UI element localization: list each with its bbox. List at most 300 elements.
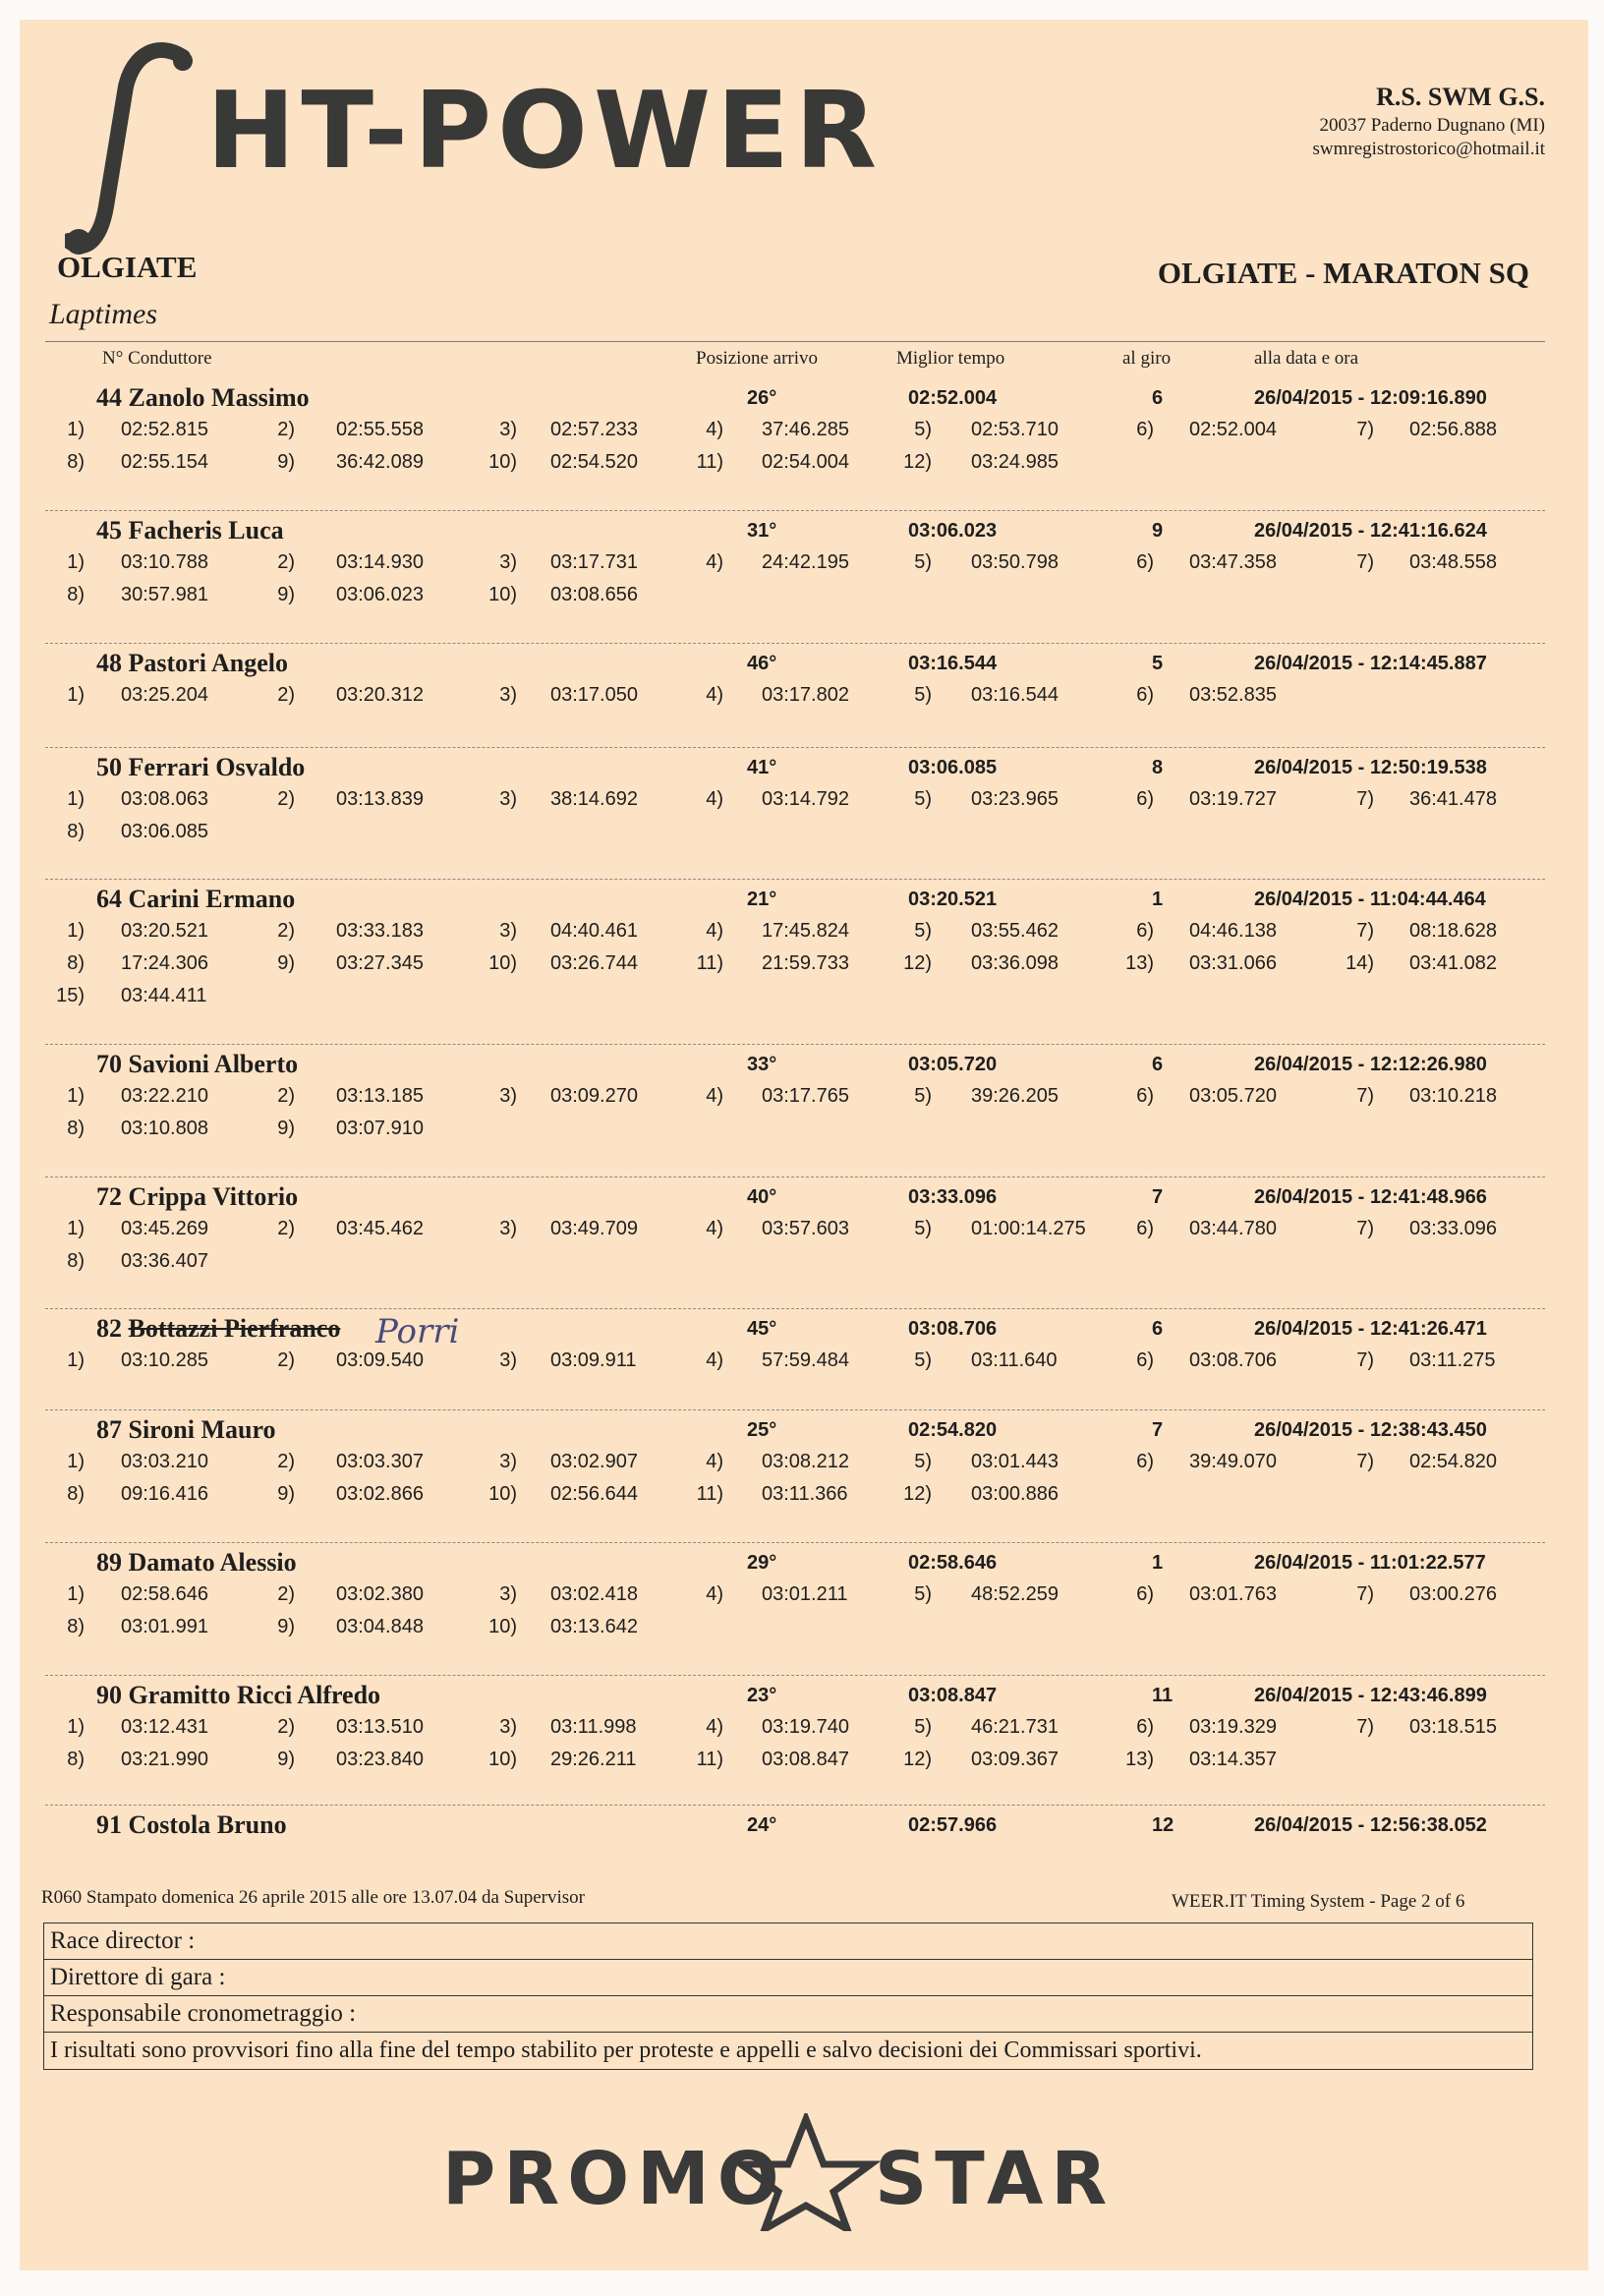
lap-number: 3) [499,1451,517,1472]
lap-time: 03:17.731 [550,551,638,573]
lap-number: 3) [499,684,517,706]
lap-time: 03:52.835 [1189,684,1277,706]
lap-number: 7) [1356,551,1374,573]
driver-name: Gramitto Ricci Alfredo [128,1681,381,1709]
lap-number: 5) [914,1716,932,1738]
lap-number: 9) [277,1616,295,1637]
lap-time: 03:13.839 [336,788,424,810]
best-lap-datetime: 26/04/2015 - 11:04:44.464 [1254,889,1486,910]
lap-time: 03:09.367 [971,1749,1059,1770]
timing-info: WEER.IT Timing System - Page 2 of 6 [1172,1891,1465,1912]
driver-entry [20,885,1588,1012]
lap-number: 8) [67,1118,85,1139]
lap-number: 7) [1356,1349,1374,1371]
laptimes-sheet [20,20,1588,2270]
lap-time: 03:13.510 [336,1716,424,1738]
lap-number: 3) [499,1218,517,1239]
lap-number: 6) [1136,1716,1154,1738]
lap-number: 2) [277,419,295,440]
driver-number: 87 [96,1415,122,1444]
lap-number: 9) [277,451,295,473]
star-word: STAR [875,2137,1116,2221]
lap-time: 03:20.521 [121,920,208,942]
lap-number: 7) [1356,419,1374,440]
lap-number: 11) [696,1483,723,1505]
lap-time: 03:23.965 [971,788,1059,810]
lap-number: 1) [67,920,85,942]
lap-time: 38:14.692 [550,788,638,810]
lap-number: 9) [277,584,295,605]
lap-number: 6) [1136,788,1154,810]
lap-number: 4) [706,1218,723,1239]
driver-name: Damato Alessio [128,1548,297,1577]
entry-separator [45,1542,1545,1543]
event-title: OLGIATE - MARATON SQ [1157,256,1529,290]
driver-header [96,1548,297,1578]
driver-number: 91 [96,1810,122,1839]
lap-number: 8) [67,952,85,974]
lap-number: 12) [903,1483,932,1505]
lap-number: 2) [277,1349,295,1371]
lap-time: 02:57.233 [550,419,638,440]
lap-time: 02:54.520 [550,451,638,473]
lap-number: 4) [706,1451,723,1472]
best-lap-time: 03:20.521 [908,889,998,910]
lap-number: 8) [67,1250,85,1272]
lap-number: 2) [277,684,295,706]
driver-header [96,1182,298,1212]
entry-separator [45,879,1545,880]
col-best: Miglior tempo [896,348,1005,369]
lap-time: 03:11.366 [762,1483,848,1505]
driver-header [96,1810,287,1840]
lap-time: 03:19.727 [1189,788,1277,810]
lap-time: 03:45.269 [121,1218,208,1239]
driver-name: Savioni Alberto [128,1050,299,1078]
driver-number: 90 [96,1681,122,1709]
best-lap-datetime: 26/04/2015 - 11:01:22.577 [1254,1552,1486,1574]
lap-number: 4) [706,1085,723,1107]
lap-time: 03:44.411 [121,985,207,1006]
col-driver: N° Conduttore [102,348,212,369]
lap-time: 24:42.195 [762,551,849,573]
lap-number: 1) [67,788,85,810]
lap-time: 03:19.740 [762,1716,849,1738]
best-lap-time: 02:58.646 [908,1552,998,1574]
lap-time: 03:08.656 [550,584,638,605]
lap-number: 11) [696,1749,723,1770]
finish-position: 31° [747,520,777,542]
lap-number: 4) [706,419,723,440]
lap-time: 03:01.211 [762,1583,848,1605]
lap-number: 4) [706,788,723,810]
lap-number: 1) [67,1583,85,1605]
driver-header [96,753,305,782]
lap-time: 03:01.991 [121,1616,208,1637]
print-info: R060 Stampato domenica 26 aprile 2015 alle ore 13.07.04 da Supervisor [41,1887,585,1908]
lap-number: 11) [696,952,723,974]
lap-time: 03:01.763 [1189,1583,1277,1605]
race-director-row: Race director : [44,1923,1532,1960]
lap-time: 39:49.070 [1189,1451,1277,1472]
finish-position: 45° [747,1318,777,1340]
lap-time: 03:57.603 [762,1218,849,1239]
best-lap-number: 7 [1152,1186,1164,1208]
lap-number: 9) [277,952,295,974]
best-lap-number: 1 [1152,889,1164,910]
organizer-address: 20037 Paderno Dugnano (MI) [1319,114,1545,136]
best-lap-datetime: 26/04/2015 - 12:41:26.471 [1254,1318,1487,1340]
driver-header [96,649,288,678]
driver-entry [20,1050,1588,1177]
lap-time: 03:50.798 [971,551,1059,573]
lap-time: 03:08.212 [762,1451,849,1472]
lap-number: 6) [1136,1451,1154,1472]
lap-number: 3) [499,419,517,440]
lap-time: 08:18.628 [1409,920,1497,942]
driver-header [96,1050,298,1079]
lap-time: 03:08.847 [762,1749,849,1770]
best-lap-time: 03:08.847 [908,1685,998,1706]
lap-number: 5) [914,1085,932,1107]
lap-number: 10) [488,1483,517,1505]
driver-header [96,383,310,413]
lap-number: 5) [914,684,932,706]
signature-box [43,1923,1533,2070]
lap-time: 37:46.285 [762,419,849,440]
lap-time: 02:52.815 [121,419,208,440]
lap-number: 2) [277,788,295,810]
lap-number: 12) [903,952,932,974]
handwritten-annotation: Porri [375,1312,460,1351]
driver-number: 44 [96,383,122,412]
lap-number: 7) [1356,1583,1374,1605]
best-lap-datetime: 26/04/2015 - 12:41:16.624 [1254,520,1487,542]
lap-number: 6) [1136,1349,1154,1371]
driver-number: 50 [96,753,122,781]
lap-number: 2) [277,1085,295,1107]
lap-number: 1) [67,1349,85,1371]
lap-number: 12) [903,451,932,473]
lap-time: 03:03.210 [121,1451,208,1472]
driver-name: Carini Ermano [128,885,296,913]
lap-time: 03:20.312 [336,684,424,706]
lap-time: 03:33.096 [1409,1218,1497,1239]
driver-number: 64 [96,885,122,913]
driver-number: 70 [96,1050,122,1078]
entry-separator [45,1044,1545,1045]
finish-position: 21° [747,889,777,910]
lap-number: 4) [706,684,723,706]
driver-name: Pastori Angelo [128,649,288,677]
lap-number: 6) [1136,1218,1154,1239]
best-lap-number: 6 [1152,1054,1164,1075]
lap-time: 03:06.085 [121,821,208,842]
best-lap-number: 11 [1152,1685,1174,1706]
lap-time: 02:54.820 [1409,1451,1497,1472]
lap-number: 4) [706,1716,723,1738]
lap-number: 1) [67,1451,85,1472]
driver-name: Crippa Vittorio [128,1182,299,1211]
lap-number: 5) [914,1218,932,1239]
lap-time: 03:55.462 [971,920,1059,942]
finish-position: 24° [747,1814,777,1836]
lap-number: 3) [499,1716,517,1738]
lap-number: 1) [67,684,85,706]
driver-number: 82 [96,1314,122,1343]
timekeeper-row: Responsabile cronometraggio : [44,1996,1532,2033]
lap-time: 03:26.744 [550,952,638,974]
best-lap-datetime: 26/04/2015 - 12:56:38.052 [1254,1814,1487,1836]
lap-number: 7) [1356,788,1374,810]
page-subtitle: Laptimes [49,298,158,330]
lap-number: 9) [277,1483,295,1505]
finish-position: 26° [747,387,777,409]
lap-time: 57:59.484 [762,1349,849,1371]
lap-number: 13) [1125,952,1154,974]
event-location: OLGIATE [57,250,198,284]
lap-number: 6) [1136,419,1154,440]
lap-time: 03:45.462 [336,1218,424,1239]
lap-time: 03:17.050 [550,684,638,706]
lap-time: 02:53.710 [971,419,1059,440]
lap-time: 03:13.642 [550,1616,638,1637]
lap-time: 03:41.082 [1409,952,1497,974]
lap-number: 1) [67,1218,85,1239]
lap-number: 7) [1356,1085,1374,1107]
lap-number: 3) [499,1349,517,1371]
lap-time: 03:01.443 [971,1451,1059,1472]
driver-name: Ferrari Osvaldo [128,753,306,781]
best-lap-number: 6 [1152,1318,1164,1340]
lap-number: 1) [67,551,85,573]
lap-time: 03:18.515 [1409,1716,1497,1738]
lap-number: 10) [488,952,517,974]
lap-number: 5) [914,1451,932,1472]
lap-time: 03:22.210 [121,1085,208,1107]
driver-name: Costola Bruno [128,1810,287,1839]
header-rule [45,341,1545,342]
best-lap-time: 02:54.820 [908,1419,998,1441]
lap-time: 03:23.840 [336,1749,424,1770]
finish-position: 25° [747,1419,777,1441]
lap-number: 5) [914,419,932,440]
lap-number: 6) [1136,551,1154,573]
finish-position: 23° [747,1685,777,1706]
lap-time: 03:03.307 [336,1451,424,1472]
lap-number: 6) [1136,1085,1154,1107]
lap-time: 03:36.098 [971,952,1059,974]
best-lap-time: 02:57.966 [908,1814,998,1836]
best-lap-time: 03:06.085 [908,757,998,778]
lap-time: 03:00.886 [971,1483,1059,1505]
lap-time: 03:12.431 [121,1716,208,1738]
lap-time: 03:09.270 [550,1085,638,1107]
best-lap-number: 1 [1152,1552,1164,1574]
lap-time: 03:10.788 [121,551,208,573]
lap-time: 02:56.644 [550,1483,638,1505]
lap-number: 10) [488,451,517,473]
lap-time: 04:46.138 [1189,920,1277,942]
lap-time: 02:58.646 [121,1583,208,1605]
lap-number: 2) [277,1583,295,1605]
best-lap-time: 03:05.720 [908,1054,998,1075]
lap-time: 03:11.275 [1409,1349,1496,1371]
lap-time: 36:42.089 [336,451,424,473]
best-lap-datetime: 26/04/2015 - 12:43:46.899 [1254,1685,1487,1706]
best-lap-time: 03:06.023 [908,520,998,542]
lap-time: 02:56.888 [1409,419,1497,440]
organizer-block [1313,81,1546,162]
finish-position: 29° [747,1552,777,1574]
lap-number: 1) [67,1085,85,1107]
col-datetime: alla data e ora [1254,348,1359,369]
lap-time: 03:17.765 [762,1085,849,1107]
lap-number: 3) [499,920,517,942]
lap-time: 03:04.848 [336,1616,424,1637]
lap-time: 36:41.478 [1409,788,1497,810]
lap-number: 7) [1356,920,1374,942]
lap-time: 02:55.154 [121,451,208,473]
organizer-email: swmregistrostorico@hotmail.it [1312,139,1545,160]
lap-number: 8) [67,584,85,605]
driver-header [96,1681,380,1710]
lap-time: 30:57.981 [121,584,208,605]
lap-number: 11) [696,451,723,473]
lap-time: 03:10.218 [1409,1085,1497,1107]
lap-time: 03:07.910 [336,1118,424,1139]
lap-time: 03:14.357 [1189,1749,1277,1770]
best-lap-datetime: 26/04/2015 - 12:41:48.966 [1254,1186,1487,1208]
lap-number: 9) [277,1118,295,1139]
finish-position: 33° [747,1054,777,1075]
best-lap-number: 7 [1152,1419,1164,1441]
finish-position: 41° [747,757,777,778]
logo-s-glyph-icon [65,39,193,265]
lap-number: 10) [488,1616,517,1637]
lap-number: 12) [903,1749,932,1770]
entry-separator [45,747,1545,748]
lap-time: 03:05.720 [1189,1085,1277,1107]
lap-number: 7) [1356,1451,1374,1472]
driver-entry [20,753,1588,881]
lap-number: 3) [499,551,517,573]
best-lap-number: 8 [1152,757,1164,778]
driver-header [96,1415,276,1445]
lap-time: 03:13.185 [336,1085,424,1107]
lap-time: 04:40.461 [550,920,638,942]
lap-number: 3) [499,1583,517,1605]
entry-separator [45,643,1545,644]
lap-number: 3) [499,788,517,810]
lap-time: 03:10.808 [121,1118,208,1139]
lap-time: 03:11.998 [550,1716,637,1738]
driver-entry [20,1415,1588,1543]
best-lap-number: 6 [1152,387,1164,409]
organizer-name: R.S. SWM G.S. [1376,83,1545,111]
lap-number: 5) [914,788,932,810]
driver-entry [20,1182,1588,1310]
entry-separator [45,1409,1545,1410]
driver-number: 45 [96,516,122,545]
driver-header [96,1314,340,1344]
lap-number: 1) [67,1716,85,1738]
col-position: Posizione arrivo [696,348,819,369]
lap-time: 03:49.709 [550,1218,638,1239]
lap-time: 03:02.866 [336,1483,424,1505]
driver-entry [20,1548,1588,1676]
lap-number: 5) [914,1349,932,1371]
best-lap-datetime: 26/04/2015 - 12:09:16.890 [1254,387,1487,409]
lap-time: 03:27.345 [336,952,424,974]
lap-number: 4) [706,1349,723,1371]
finish-position: 40° [747,1186,777,1208]
lap-time: 03:16.544 [971,684,1059,706]
best-lap-datetime: 26/04/2015 - 12:38:43.450 [1254,1419,1487,1441]
lap-time: 03:31.066 [1189,952,1277,974]
driver-number: 72 [96,1182,122,1211]
lap-time: 03:08.706 [1189,1349,1277,1371]
lap-number: 5) [914,1583,932,1605]
entry-separator [45,1308,1545,1309]
lap-number: 6) [1136,684,1154,706]
driver-entry [20,516,1588,644]
driver-number: 89 [96,1548,122,1577]
lap-time: 03:33.183 [336,920,424,942]
lap-number: 2) [277,551,295,573]
lap-number: 8) [67,1616,85,1637]
lap-number: 6) [1136,1583,1154,1605]
driver-name: Sironi Mauro [128,1415,276,1444]
lap-time: 03:08.063 [121,788,208,810]
best-lap-number: 5 [1152,653,1164,674]
lap-number: 2) [277,1716,295,1738]
lap-time: 03:11.640 [971,1349,1058,1371]
promo-word: PROMO [442,2137,787,2221]
lap-time: 03:09.911 [550,1349,637,1371]
lap-time: 03:06.023 [336,584,424,605]
lap-time: 03:44.780 [1189,1218,1277,1239]
driver-header [96,885,295,914]
lap-time: 03:14.930 [336,551,424,573]
lap-time: 02:54.004 [762,451,849,473]
lap-number: 4) [706,1583,723,1605]
lap-number: 8) [67,821,85,842]
lap-time: 03:09.540 [336,1349,424,1371]
best-lap-time: 03:08.706 [908,1318,998,1340]
lap-number: 5) [914,920,932,942]
lap-time: 09:16.416 [121,1483,208,1505]
lap-time: 21:59.733 [762,952,849,974]
lap-time: 03:25.204 [121,684,208,706]
lap-number: 9) [277,1749,295,1770]
disclaimer-row: I risultati sono provvisori fino alla fine del tempo stabilito per proteste e appelli e salvo decisioni dei Commissari sportivi. [50,2038,1202,2063]
logo-text: HT-POWER [206,70,884,193]
lap-time: 48:52.259 [971,1583,1059,1605]
lap-number: 6) [1136,920,1154,942]
lap-number: 8) [67,451,85,473]
lap-time: 03:36.407 [121,1250,208,1272]
col-lap: al giro [1122,348,1172,369]
lap-time: 17:45.824 [762,920,849,942]
lap-number: 2) [277,920,295,942]
entry-separator [45,1805,1545,1806]
lap-number: 1) [67,419,85,440]
lap-time: 03:21.990 [121,1749,208,1770]
lap-number: 15) [56,985,85,1006]
lap-number: 8) [67,1749,85,1770]
lap-time: 03:02.418 [550,1583,638,1605]
